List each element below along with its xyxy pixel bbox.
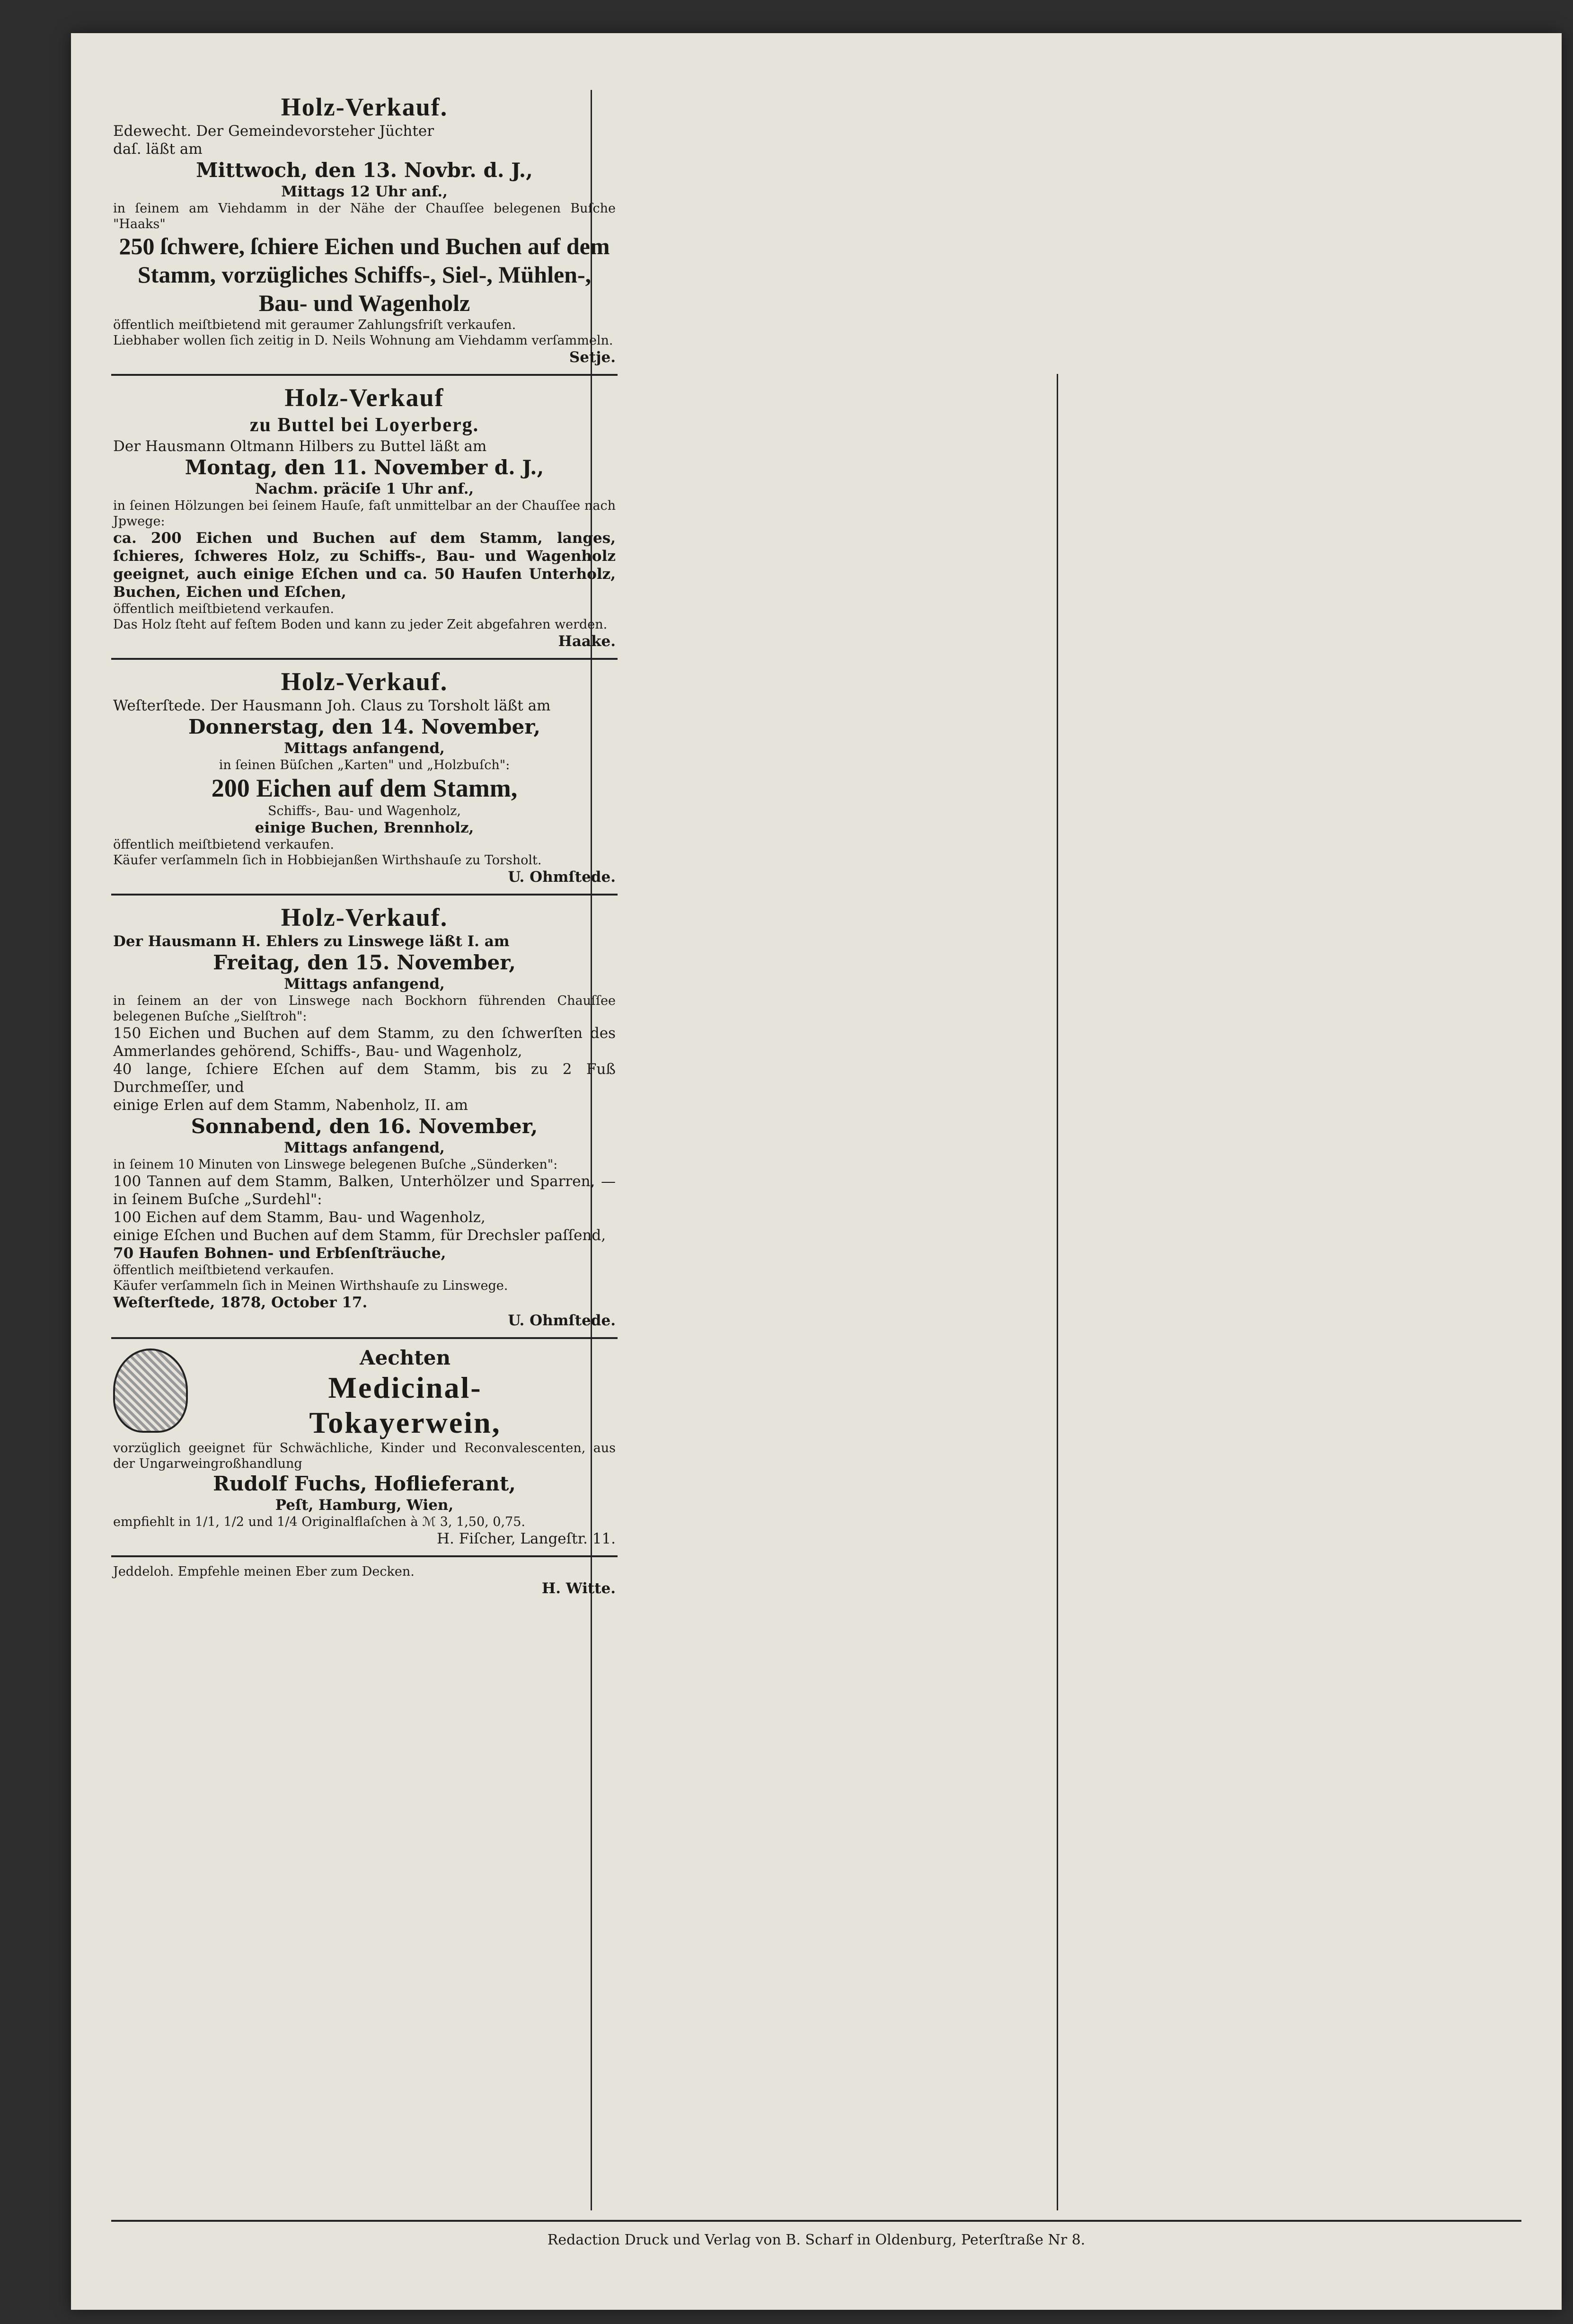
imprint-footer: Redaction Druck und Verlag von B. Scharf in Oldenburg, Peterſtraße Nr 8.	[547, 2232, 1086, 2248]
ad-text: daſ. läßt am	[113, 141, 203, 158]
ad-text: Liebhaber wollen ſich zeitig in D. Neils Wohnung am Viehdamm verſammeln.	[113, 333, 613, 348]
ad-date: Montag, den 11. November d. J.,	[185, 456, 544, 479]
ad-text: Käufer verſammeln ſich in Meinen Wirthshauſe zu Linswege.	[113, 1278, 508, 1293]
column-rule-middle	[1057, 374, 1058, 2210]
ad-text: Der Hausmann H. Ehlers zu Linswege läßt I. am	[113, 933, 510, 950]
ad-text: Edewecht. Der Gemeindevorsteher Jüchter	[113, 123, 434, 140]
ad-place-date: Weſterſtede, 1878, October 17.	[113, 1294, 368, 1311]
ad-text: in ſeinem 10 Minuten von Linswege belegenen Buſche „Sünderken":	[113, 1157, 558, 1172]
ad-text: Käufer verſammeln ſich in Hobbiejanßen Wirthshauſe zu Torsholt.	[113, 853, 542, 868]
ad-headline: 200 Eichen auf dem Stamm,	[211, 774, 518, 802]
ad-time: Mittags 12 Uhr anf.,	[281, 183, 448, 200]
ad-subtitle: zu Buttel bei Loyerberg.	[249, 414, 479, 436]
ad-time: Nachm. präciſe 1 Uhr anf.,	[255, 480, 474, 497]
ad-date: Mittwoch, den 13. Novbr. d. J.,	[196, 159, 533, 182]
ad-text: einige Buchen, Brennholz,	[255, 819, 474, 836]
ad-date: Donnerstag, den 14. November,	[188, 715, 540, 738]
ad-text: Weſterſtede. Der Hausmann Joh. Claus zu Torsholt läßt am	[113, 697, 551, 714]
ad-text: 40 lange, ſchiere Eſchen auf dem Stamm, bis zu 2 Fuß Durchmeſſer, und	[113, 1061, 616, 1096]
ad-jeddeloh-eber	[111, 1557, 618, 1605]
ad-signature: H. Witte.	[541, 1580, 616, 1597]
ad-text: vorzüglich geeignet für Schwächliche, Kinder und Reconvalescenten, aus der Ungarweingroßhandlung	[113, 1441, 616, 1471]
ad-firm: Rudolf Fuchs, Hoflieferant,	[213, 1472, 516, 1495]
ad-holz-verkauf-buttel	[111, 376, 618, 660]
left-column	[111, 85, 618, 1605]
ad-signature: Setje.	[569, 349, 616, 366]
ad-text: öffentlich meiſtbietend verkaufen.	[113, 602, 334, 616]
ad-cities: Peſt, Hamburg, Wien,	[275, 1497, 454, 1514]
ad-text: Schiffs-, Bau- und Wagenholz,	[268, 804, 461, 818]
ad-date: Sonnabend, den 16. November,	[191, 1115, 538, 1138]
ad-text: einige Erlen auf dem Stamm, Nabenholz, II. am	[113, 1097, 468, 1114]
ad-text: in ſeinem an der von Linswege nach Bockhorn führenden Chauſſee belegenen Buſche „Sielſtroh":	[113, 993, 616, 1024]
ad-text: Der Hausmann Oltmann Hilbers zu Buttel läßt am	[113, 438, 487, 455]
ad-title: Medicinal-	[328, 1371, 482, 1404]
ad-title: Holz-Verkauf.	[281, 93, 448, 121]
ad-title: Tokayerwein,	[309, 1406, 501, 1439]
ad-text: Jeddeloh. Empfehle meinen Eber zum Decken.	[113, 1564, 415, 1579]
coat-of-arms-icon	[113, 1348, 188, 1433]
ad-holz-verkauf-torsholt	[111, 660, 618, 896]
ad-time: Mittags anfangend,	[284, 740, 445, 757]
newspaper-page	[71, 33, 1562, 2310]
ad-text: 70 Haufen Bohnen- und Erbſenſträuche,	[113, 1245, 446, 1262]
ad-text: einige Eſchen und Buchen auf dem Stamm, für Drechsler paſſend,	[113, 1227, 606, 1244]
ad-text: öffentlich meiſtbietend verkaufen.	[113, 837, 334, 852]
ad-text: in ſeinen Büſchen „Karten" und „Holzbuſch":	[219, 758, 510, 772]
ad-title: Holz-Verkauf.	[281, 667, 448, 696]
ad-text: empfiehlt in 1/1, 1/2 und 1/4 Originalflaſchen à ℳ 3, 1,50, 0,75.	[113, 1515, 525, 1529]
ad-holz-verkauf-linswege	[111, 896, 618, 1339]
ad-kicker: Aechten	[359, 1346, 451, 1369]
ad-headline: 250 ſchwere, ſchiere Eichen und Buchen auf dem Stamm, vorzügliches Schiffs-, Siel-, Mühlen-, Bau- und Wagenholz	[119, 233, 610, 316]
ad-date: Freitag, den 15. November,	[213, 951, 516, 974]
ad-text: ca. 200 Eichen und Buchen auf dem Stamm, langes, ſchieres, ſchweres Holz, zu Schiffs-, Bau- und Wagenholz geeignet, auch einige Eſchen und ca. 50 Haufen Unterholz, Buchen, Eichen und Eſchen,	[113, 530, 616, 601]
ad-signature: U. Ohmſtede.	[508, 1312, 616, 1329]
ad-title: Holz-Verkauf	[284, 383, 444, 412]
footer-rule	[111, 2220, 1521, 2222]
ad-text: öffentlich meiſtbietend mit geraumer Zahlungsfriſt verkaufen.	[113, 318, 516, 332]
ad-signature: Haake.	[558, 633, 616, 650]
ad-signature: U. Ohmſtede.	[508, 869, 616, 886]
ad-text: 100 Eichen auf dem Stamm, Bau- und Wagenholz,	[113, 1209, 486, 1226]
ad-tokayerwein	[111, 1339, 618, 1557]
ad-time: Mittags anfangend,	[284, 976, 445, 993]
ad-text: in ſeinem am Viehdamm in der Nähe der Chauſſee belegenen Buſche "Haaks"	[113, 201, 616, 231]
ad-time: Mittags anfangend,	[284, 1139, 445, 1156]
ad-title: Holz-Verkauf.	[281, 903, 448, 931]
ad-holz-verkauf-edewecht	[111, 85, 618, 376]
ad-text: 100 Tannen auf dem Stamm, Balken, Unterhölzer und Sparren, — in ſeinem Buſche „Surdehl":	[113, 1173, 616, 1208]
ad-text: 150 Eichen und Buchen auf dem Stamm, zu den ſchwerſten des Ammerlandes gehörend, Schiffs-, Bau- und Wagenholz,	[113, 1025, 616, 1060]
ad-text: öffentlich meiſtbietend verkaufen.	[113, 1263, 334, 1277]
ad-text: in ſeinen Hölzungen bei ſeinem Hauſe, faſt unmittelbar an der Chauſſee nach Jpwege:	[113, 498, 616, 529]
ad-text: Das Holz ſteht auf feſtem Boden und kann zu jeder Zeit abgefahren werden.	[113, 617, 608, 632]
ad-signature: H. Fiſcher, Langeſtr. 11.	[436, 1530, 616, 1547]
